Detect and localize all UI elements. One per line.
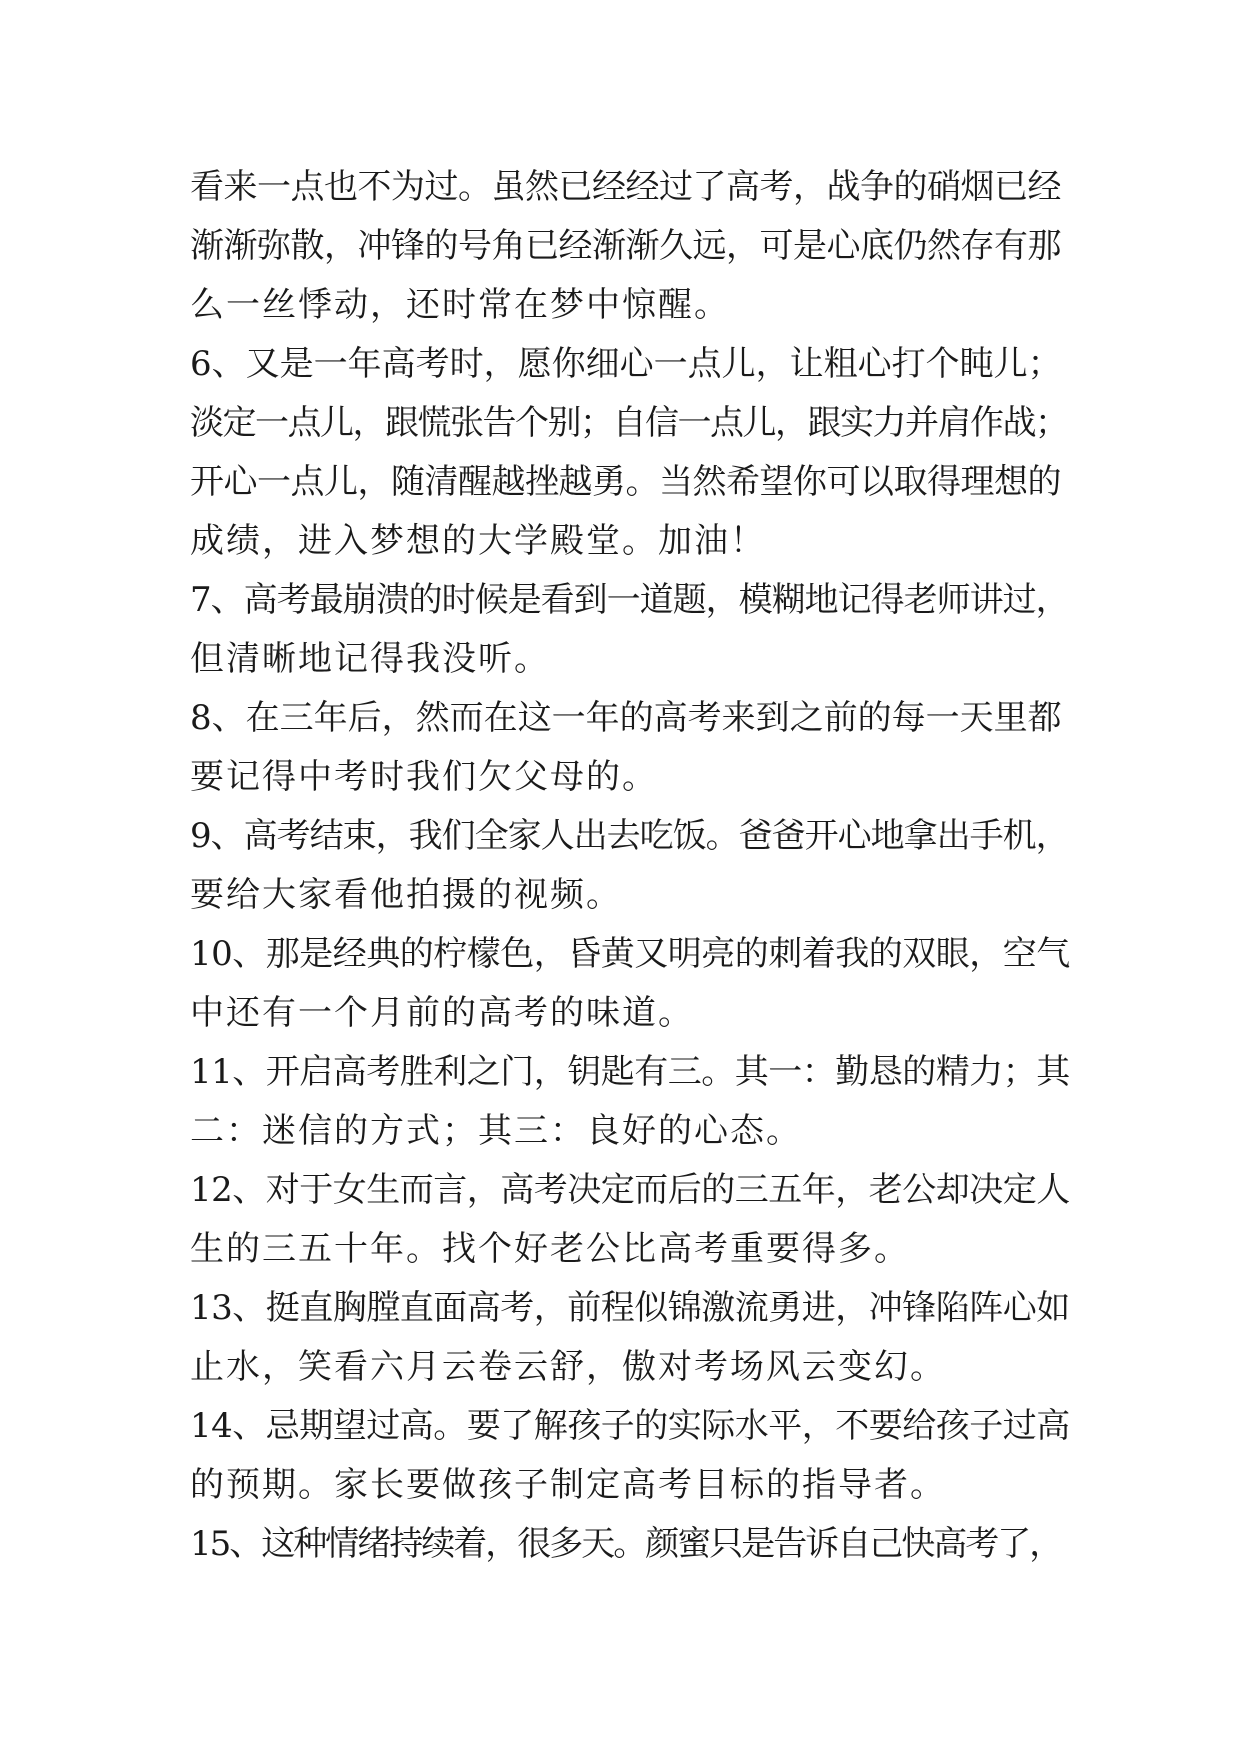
- text-line: 8、在三年后，然而在这一年的高考来到之前的每一天里都: [190, 698, 1062, 738]
- text-line: 但清晰地记得我没听。: [190, 639, 550, 679]
- text-line: 要记得中考时我们欠父母的。: [190, 757, 658, 797]
- text-line: 9、高考结束，我们全家人出去吃饭。爸爸开心地拿出手机，: [190, 816, 1069, 856]
- text-line: 10、那是经典的柠檬色，昏黄又明亮的刺着我的双眼，空气: [190, 934, 1070, 974]
- text-line: 6、又是一年高考时，愿你细心一点儿，让粗心打个盹儿；: [190, 344, 1062, 384]
- text-line: 7、高考最崩溃的时候是看到一道题，模糊地记得老师讲过，: [190, 580, 1069, 620]
- text-line: 生的三五十年。找个好老公比高考重要得多。: [190, 1229, 910, 1269]
- text-line: 止水，笑看六月云卷云舒，傲对考场风云变幻。: [190, 1347, 946, 1387]
- text-line: 要给大家看他拍摄的视频。: [190, 875, 622, 915]
- text-line: 12、对于女生而言，高考决定而后的三五年，老公却决定人: [190, 1170, 1070, 1210]
- text-line: 开心一点儿，随清醒越挫越勇。当然希望你可以取得理想的: [190, 462, 1061, 502]
- text-line: 看来一点也不为过。虽然已经经过了高考，战争的硝烟已经: [190, 167, 1061, 207]
- text-line: 11、开启高考胜利之门，钥匙有三。其一：勤恳的精力；其: [190, 1052, 1070, 1092]
- text-line: 成绩，进入梦想的大学殿堂。加油！: [190, 521, 766, 561]
- text-line: 么一丝悸动，还时常在梦中惊醒。: [190, 285, 730, 325]
- text-line: 淡定一点儿，跟慌张告个别；自信一点儿，跟实力并肩作战；: [190, 403, 1068, 443]
- text-line: 的预期。家长要做孩子制定高考目标的指导者。: [190, 1465, 946, 1505]
- text-line: 二：迷信的方式；其三：良好的心态。: [190, 1111, 802, 1151]
- text-line: 15、这种情绪持续着，很多天。颜蜜只是告诉自己快高考了，: [190, 1524, 1062, 1564]
- text-line: 14、忌期望过高。要了解孩子的实际水平，不要给孩子过高: [190, 1406, 1070, 1446]
- text-line: 渐渐弥散，冲锋的号角已经渐渐久远，可是心底仍然存有那: [190, 226, 1061, 266]
- text-line: 13、挺直胸膛直面高考，前程似锦激流勇进，冲锋陷阵心如: [190, 1288, 1070, 1328]
- document-body: [190, 158, 1070, 1574]
- text-line: 中还有一个月前的高考的味道。: [190, 993, 694, 1033]
